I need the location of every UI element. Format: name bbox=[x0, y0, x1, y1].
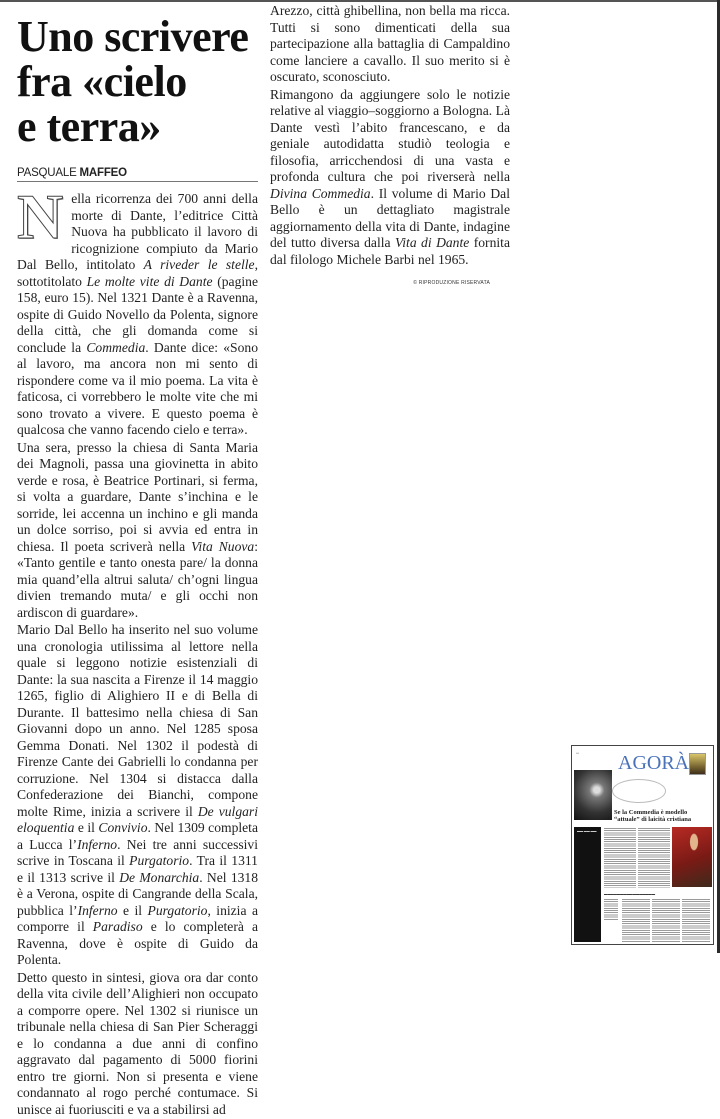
thumbnail-engraving-image bbox=[574, 770, 612, 820]
author-first-name: PASQUALE bbox=[17, 167, 77, 179]
thumbnail-headline: Se la Commedia è modello “attuale” di laicità cristiana bbox=[614, 809, 692, 823]
byline bbox=[17, 167, 258, 182]
headline-line: e terra» bbox=[17, 102, 161, 151]
thumbnail-date-label: ••• bbox=[576, 751, 580, 755]
paragraph: Rimangono da aggiungere solo le notizie relative al viaggio–soggiorno a Bologna. Là Dante vestì l’abito francescano, e da geniale autodidatta studiò teologia e filosofia, arricchendosi di una vasta e profonda cultura che poi riverserà nella Divina Commedia. Il volume di Mario Dal Bello è un dettagliato magistrale aggiornamento della vita di Dante, indagine del tutto diversa dalla Vita di Dante fornita dal filologo Michele Barbi nel 1965. bbox=[270, 86, 510, 267]
thumbnail-text-column bbox=[682, 899, 710, 943]
thumbnail-masthead: AGORÀ bbox=[618, 752, 690, 774]
thumbnail-subhead: ▬▬▬▬▬▬▬▬▬▬▬▬▬▬▬▬ bbox=[604, 892, 655, 896]
drop-cap: N bbox=[17, 181, 64, 252]
thumbnail-text-column bbox=[622, 899, 650, 943]
paragraph: Nella ricorrenza dei 700 anni della morte di Dante, l’editrice Città Nuova ha pubblicato il lavoro di ricognizione compiuto da Mario Dal Bello, intitolato A riveder le stelle, sottotitolato Le molte vite di Dante (pagine 158, euro 15). Nel 1321 Dante è a Ravenna, ospite di Guido Novello da Polenta, signore della città, che gli domanda come si conclude la Commedia. Dante dice: «Sono al lavoro, ma ancora non mi sento di rispondere come va il mio poema. La vita è faticosa, ci vorrebbero le molte vite che mi sono trovato a vivere. E questo poema è qualcosa che vanno facendo cielo e terra». bbox=[17, 181, 258, 437]
thumbnail-seal bbox=[612, 779, 666, 803]
paragraph: Una sera, presso la chiesa di Santa Maria dei Magnoli, passa una giovinetta in abito verde e rosa, è Beatrice Portinari, si ferma, si volta a guardare, Dante s’inchina e le sorride, lei accenna un inchino e gli manda un dolce sorriso, poi si avvia ed entra in chiesa. Il poeta scriverà nella Vita Nuova: «Tanto gentile e tanto onesta pare/ la donna mia quand’ella altrui saluta/ ch’ogni lingua divien tremando muta/ e gli occhi non ardiscon di guardare». bbox=[17, 439, 258, 620]
thumbnail-book-cover bbox=[689, 753, 706, 775]
page-thumbnail[interactable] bbox=[571, 745, 714, 945]
thumbnail-text-column bbox=[604, 899, 618, 921]
paragraph: Mario Dal Bello ha inserito nel suo volume una cronologia utilissima al lettore nella quale si leggono notizie esistenziali di Dante: la sua nascita a Firenze il 14 maggio 1265, figlio di Alighiero II e di Bella di Durante. Il battesimo nella chiesa di San Giovanni dopo un anno. Nel 1285 sposa Gemma Donati. Nel 1302 il podestà di Firenze Cante dei Gabrielli lo condanna per corruzione. Nel 1304 si distacca dalla Confederazione dei Bianchi, compone molte Rime, inizia a scrivere il De vulgari eloquentia e il Convivio. Nel 1309 completa a Lucca l’Inferno. Nei tre anni successivi scrive in Toscana il Purgatorio. Tra il 1311 e il 1313 scrive il De Monarchia. Nel 1318 è a Verona, ospite di Cangrande della Scala, pubblica l’Inferno e il Purgatorio, inizia a comporre il Paradiso e lo completerà a Ravenna, dove è ospite di Guido da Polenta. bbox=[17, 622, 259, 967]
article-column-right bbox=[270, 3, 510, 286]
article-body-left bbox=[17, 181, 259, 1118]
page-top-rule bbox=[0, 0, 718, 2]
thumbnail-dante-portrait bbox=[672, 827, 712, 887]
headline-line: fra «cielo bbox=[17, 57, 187, 106]
thumbnail-text-column bbox=[652, 899, 680, 943]
copyright-notice: © RIPRODUZIONE RISERVATA bbox=[413, 280, 490, 286]
thumbnail-text-column bbox=[604, 828, 636, 888]
paragraph: Detto questo in sintesi, giova ora dar conto della vita civile dell’Alighieri non occupato a comporre opere. Nel 1302 si riunisce un tribunale nella chiesa di San Pier Scheraggi e lo condanna a due anni di confino aggravato dal pagamento di 5000 fiorini entro tre giorni. Non si presenta e viene condannato al rogo perché contumace. Si unisce ai fuoriusciti e va a stabilirsi ad bbox=[17, 969, 258, 1117]
article-column-left bbox=[17, 14, 258, 1119]
article-body-right bbox=[270, 3, 510, 268]
headline-line: Uno scrivere bbox=[17, 12, 249, 61]
paragraph: Arezzo, città ghibellina, non bella ma ricca. Tutti si sono dimenticati della sua partecipazione alla battaglia di Campaldino come lanciere a cavallo. Il suo merito si è oscurato, sconosciuto. bbox=[270, 3, 510, 84]
thumbnail-text-column bbox=[638, 828, 670, 888]
article-headline bbox=[17, 14, 258, 149]
thumbnail-sidebar-box bbox=[574, 827, 601, 942]
author-last-name: MAFFEO bbox=[79, 167, 127, 179]
thumbnail-sidebar-title: ▬▬ ▬▬ ▬▬ bbox=[577, 829, 597, 833]
